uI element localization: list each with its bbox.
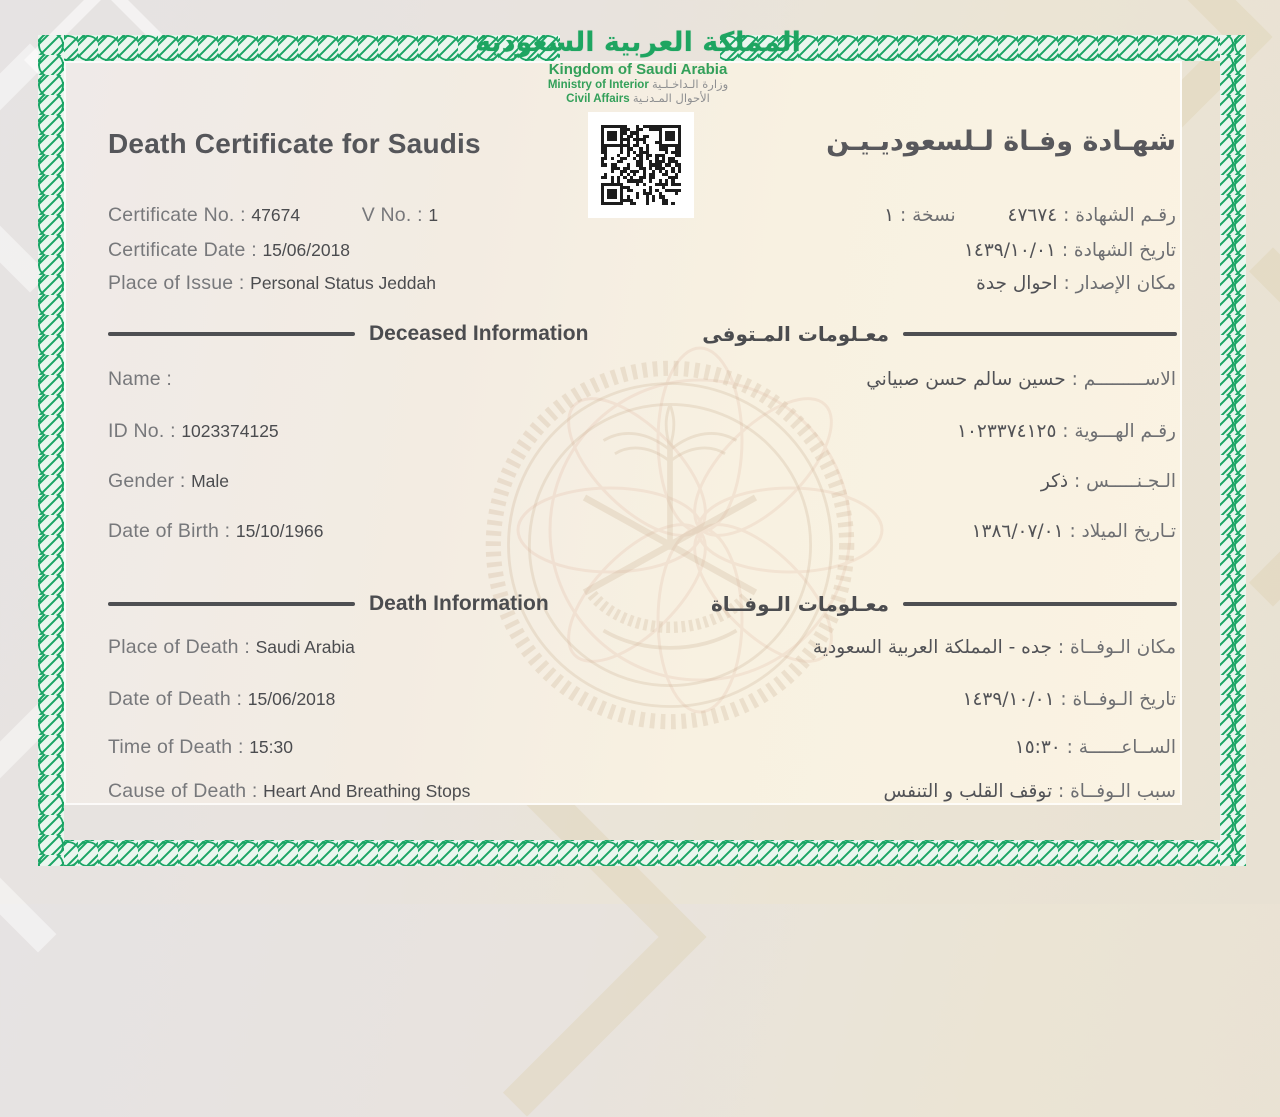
time-of-death-ar (1015, 737, 1176, 758)
section-line-left (108, 602, 355, 606)
certificate-no-en (108, 204, 438, 227)
deceased-section-title-ar: معـلومات المـتوفى (702, 322, 889, 346)
ministry-line (468, 78, 808, 92)
name-row (108, 368, 1176, 391)
v-no-label: V No. : (361, 204, 423, 226)
copy-label-ar: نسخة : (900, 205, 956, 226)
date-of-death-en (108, 688, 335, 711)
gender-ar (1041, 471, 1176, 492)
place-of-issue-value: Personal Status Jeddah (250, 273, 436, 293)
date-of-birth-ar (972, 521, 1176, 542)
date-of-birth-en (108, 520, 323, 543)
id-no-label: ID No. : (108, 420, 176, 442)
time-of-death-label: Time of Death : (108, 736, 244, 758)
date-of-death-row (108, 688, 1176, 711)
v-no-value: 1 (428, 205, 439, 225)
place-of-issue-ar (976, 273, 1176, 294)
certificate-date-en (108, 239, 350, 262)
certificate-date-label-ar: تاريخ الشهادة : (1061, 240, 1176, 261)
time-of-death-value-ar: ١٥:٣٠ (1014, 737, 1061, 758)
certificate-date-value-ar: ١٤٣٩/١٠/٠١ (963, 240, 1056, 261)
certificate-no-row (108, 204, 1176, 227)
cause-of-death-label-ar: سبب الـوفــاة : (1057, 781, 1176, 802)
deceased-section-title-en: Deceased Information (369, 322, 589, 345)
death-section-header (108, 592, 1177, 616)
gender-row (108, 470, 1176, 493)
qr-code-modules (601, 125, 681, 205)
civil-affairs-line (468, 92, 808, 106)
certificate-date-label: Certificate Date : (108, 239, 257, 261)
kingdom-calligraphy: المملكة العربية السعودية (475, 27, 801, 58)
place-of-issue-label-ar: مكان الإصدار : (1063, 273, 1176, 294)
copy-value-ar: ١ (884, 205, 895, 226)
place-of-issue-en (108, 272, 436, 295)
kingdom-header (468, 28, 808, 106)
section-line-left (108, 332, 355, 336)
date-of-birth-label: Date of Birth : (108, 520, 231, 542)
place-of-death-ar (813, 637, 1176, 658)
gender-value-ar: ذكر (1040, 471, 1069, 492)
kingdom-name: Kingdom of Saudi Arabia (548, 60, 728, 78)
date-of-death-value: 15/06/2018 (247, 689, 336, 709)
gender-value: Male (191, 471, 230, 491)
qr-code (588, 112, 694, 218)
place-of-death-value: Saudi Arabia (255, 637, 355, 657)
certificate-no-value-ar: ٤٧٦٧٤ (1007, 205, 1058, 226)
ministry-ar: وزارة الـداخـلـية (652, 76, 729, 91)
date-of-birth-value-ar: ١٣٨٦/٠٧/٠١ (971, 521, 1064, 542)
name-value-ar: حسين سالم حسن صبياني (866, 369, 1066, 390)
ministry-en: Ministry of Interior (547, 78, 649, 91)
section-line-right (903, 332, 1177, 336)
time-of-death-value: 15:30 (249, 737, 293, 757)
certificate-date-ar (964, 240, 1176, 261)
place-of-death-en (108, 636, 355, 659)
certificate-date-value: 15/06/2018 (262, 240, 351, 260)
certificate-no-label: Certificate No. : (108, 204, 246, 226)
certificate-no-ar (884, 205, 1176, 226)
cause-of-death-row (108, 780, 1176, 803)
cause-of-death-ar (884, 781, 1177, 802)
deceased-section-header (108, 322, 1177, 346)
name-en (108, 368, 172, 391)
place-of-death-value-ar: جده - المملكة العربية السعودية (812, 637, 1052, 658)
certificate-title-ar: شهـادة وفـاة لـلسعوديـيـن (826, 126, 1176, 157)
time-of-death-en (108, 736, 293, 759)
cause-of-death-label: Cause of Death : (108, 780, 258, 802)
death-section-title-en: Death Information (369, 592, 549, 615)
certificate-date-row (108, 239, 1176, 262)
name-label: Name : (108, 368, 173, 390)
id-no-en (108, 420, 279, 443)
date-of-birth-value: 15/10/1966 (235, 521, 324, 541)
place-of-death-label-ar: مكان الـوفــاة : (1057, 637, 1176, 658)
cause-of-death-value: Heart And Breathing Stops (263, 781, 471, 801)
id-no-label-ar: رقـم الهـــوية : (1062, 421, 1176, 442)
place-of-issue-label: Place of Issue : (108, 272, 245, 294)
gender-label-ar: الـجـنـــــس : (1074, 471, 1176, 492)
time-of-death-row (108, 736, 1176, 759)
place-of-death-row (108, 636, 1176, 659)
date-of-death-ar (963, 689, 1176, 710)
place-of-issue-value-ar: احوال جدة (976, 273, 1058, 294)
id-no-value-ar: ١٠٢٣٣٧٤١٢٥ (957, 421, 1057, 442)
name-label-ar: الاســـــــــم : (1071, 369, 1176, 390)
civil-affairs-en: Civil Affairs (566, 92, 630, 105)
date-of-death-label: Date of Death : (108, 688, 243, 710)
gender-en (108, 470, 229, 493)
place-of-death-label: Place of Death : (108, 636, 250, 658)
place-of-issue-row (108, 272, 1176, 295)
id-no-ar (957, 421, 1176, 442)
date-of-death-value-ar: ١٤٣٩/١٠/٠١ (962, 689, 1055, 710)
certificate-no-value: 47674 (251, 205, 301, 225)
id-no-value: 1023374125 (181, 421, 279, 441)
certificate-title-en: Death Certificate for Saudis (108, 128, 481, 159)
cause-of-death-en (108, 780, 470, 803)
date-of-death-label-ar: تاريخ الـوفــاة : (1060, 689, 1176, 710)
civil-affairs-ar: الأحوال المـدنـية (632, 90, 710, 105)
cause-of-death-value-ar: توقف القلب و التنفس (883, 781, 1053, 802)
certificate-no-label-ar: رقـم الشهادة : (1063, 205, 1176, 226)
id-no-row (108, 420, 1176, 443)
name-ar (866, 369, 1176, 390)
gender-label: Gender : (108, 470, 186, 492)
death-section-title-ar: معـلومات الـوفــاة (711, 592, 889, 616)
date-of-birth-label-ar: تـاريخ الميلاد : (1069, 521, 1176, 542)
date-of-birth-row (108, 520, 1176, 543)
time-of-death-label-ar: الســاعــــــة : (1066, 737, 1176, 758)
section-line-right (903, 602, 1177, 606)
